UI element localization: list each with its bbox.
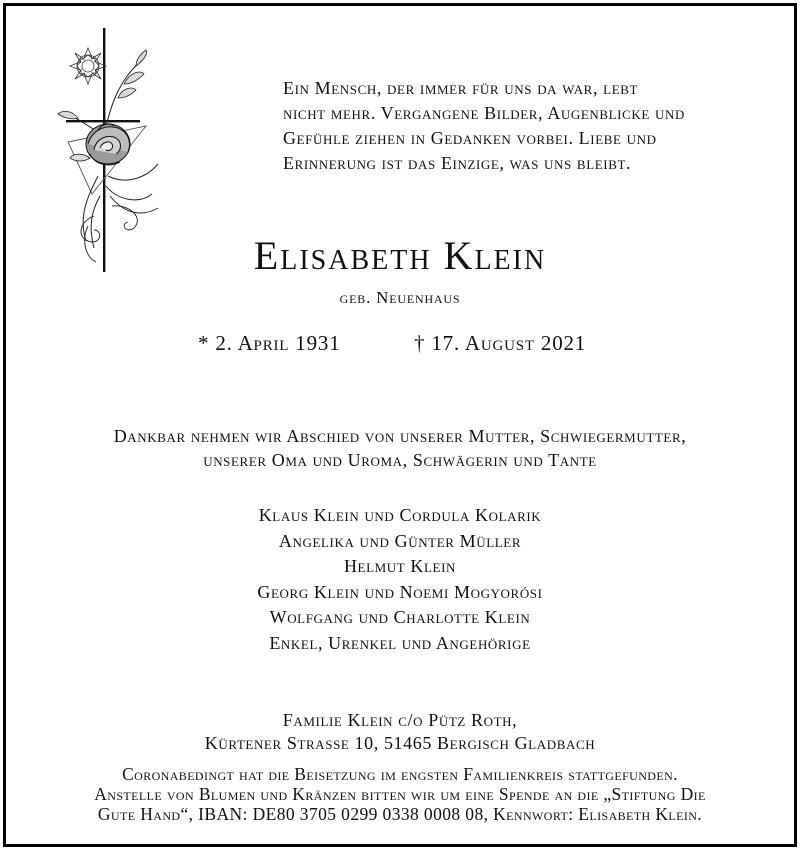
poem-line: nicht mehr. Vergangene Bilder, Augenblicke und bbox=[283, 103, 685, 123]
donation-notice bbox=[0, 764, 800, 824]
farewell-text bbox=[0, 424, 800, 472]
address-line: Kürtener Strasse 10, 51465 Bergisch Gladbach bbox=[204, 733, 596, 753]
cross-horizontal-beam bbox=[66, 120, 140, 122]
maiden-name: geb. Neuenhaus bbox=[339, 288, 461, 307]
mandala-flower bbox=[70, 48, 106, 84]
birth-date: * 2. April 1931 bbox=[198, 331, 341, 355]
poem-line: Ein Mensch, der immer für uns da war, lebt bbox=[283, 78, 639, 98]
rose-flower bbox=[86, 124, 130, 165]
address-line: Familie Klein c/o Pütz Roth, bbox=[282, 710, 518, 730]
mourners-list bbox=[0, 503, 800, 656]
farewell-line: Dankbar nehmen wir Abschied von unserer Mutter, Schwiegermutter, bbox=[113, 426, 687, 446]
notice-line: Coronabedingt hat die Beisetzung im engsten Familienkreis stattgefunden. bbox=[122, 764, 678, 784]
mourner-entry: Wolfgang und Charlotte Klein bbox=[269, 607, 531, 627]
poem-line: Erinnerung ist das Einzige, was uns bleibt. bbox=[283, 153, 632, 173]
farewell-line: unserer Oma und Uroma, Schwägerin und Tante bbox=[203, 450, 597, 470]
notice-line: Gute Hand“, IBAN: DE80 3705 0299 0338 0008 08, Kennwort: Elisabeth Klein. bbox=[97, 804, 703, 824]
mourner-entry: Helmut Klein bbox=[343, 556, 457, 576]
deceased-name: Elisabeth Klein bbox=[253, 233, 547, 278]
death-date: † 17. August 2021 bbox=[414, 331, 587, 355]
family-address bbox=[0, 709, 800, 755]
poem-line: Gefühle ziehen in Gedanken vorbei. Liebe und bbox=[283, 128, 657, 148]
mourner-entry: Angelika und Günter Müller bbox=[278, 530, 522, 551]
mourner-entry: Klaus Klein und Cordula Kolarik bbox=[258, 505, 542, 525]
mourner-entry: Georg Klein und Noemi Mogyorósi bbox=[257, 581, 543, 602]
notice-line: Anstelle von Blumen und Kränzen bitten wir um eine Spende an die „Stiftung Die bbox=[94, 784, 706, 804]
memorial-poem bbox=[283, 76, 763, 176]
mourner-entry: Enkel, Urenkel und Angehörige bbox=[269, 632, 531, 653]
